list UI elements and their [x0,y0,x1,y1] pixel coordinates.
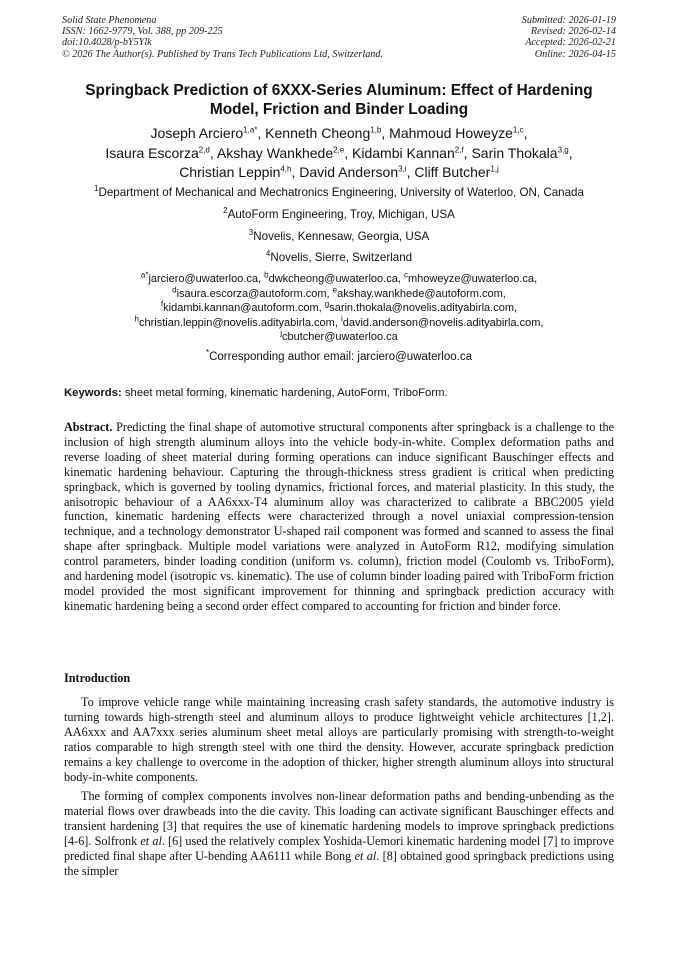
abstract [64,420,614,614]
author-affiliation-sup: 3,i [398,164,407,174]
email-sup: e [332,284,338,294]
author-name: Akshay Wankhede [216,144,334,161]
author-name: Sarin Thokala [471,144,558,161]
affiliation-3 [40,230,638,244]
author-name: Mahmoud Howeyze [389,125,513,141]
email-address[interactable]: jarciero@uwaterloo.ca [148,273,259,285]
email-sup: j [280,328,283,338]
email-line-4: $^h$christian.leppin@novelis.adityabirla.com, $^i$david.anderson@novelis.adityabirla.com, [134,314,544,329]
email-address[interactable]: david.anderson@novelis.adityabirla.com [342,316,541,329]
email-sup: i [340,314,343,324]
affiliation-2 [40,208,638,222]
author-line-1: Joseph Arciero$^{1,a*}$, Kenneth Cheong$^{1,b}$, Mahmoud Howeyze$^{1,c}$, [150,125,528,141]
email-sup: c [403,270,408,280]
author-line-3: Christian Leppin$^{4,h}$, David Anderson$^{3,i}$, Cliff Butcher$^{1,j}$ [179,164,499,180]
journal-name: Solid State Phenomena [62,15,157,26]
author-affiliation-sup: 1,a* [243,125,258,135]
email-address[interactable]: isaura.escorza@autoform.com [176,287,327,300]
author-line-2: Isaura Escorza$^{2,d}$, Akshay Wankhede$^{2,e}$, Kidambi Kannan$^{2,f}$, Sarin Thokala$^{3,g}$, [105,144,573,161]
email-line-2: $^d$isaura.escorza@autoform.com, $^e$akshay.wankhede@autoform.com, [172,284,506,300]
et-al-italic: et al [354,848,377,863]
email-line-1: $^{a*}$jarciero@uwaterloo.ca, $^b$dwkcheong@uwaterloo.ca, $^c$mhoweyze@uwaterloo.ca, [140,270,538,285]
author-emails [40,272,638,345]
abstract-text: Predicting the final shape of automotive structural components after springback is a challenge to the inclusion of high strength aluminum alloys into the vehicle body-in-white. Complex deformation paths and reverse loading of sheet material during forming operations can induce significant Bauschinger effects and kinematic hardening behaviour. Capturing the through-thickness stress gradient is critical when predicting springback, which is governed by tooling dynamics, frictional forces, and material plasticity. In this study, the anisotropic behaviour of a AA6xxx-T4 aluminum alloy was characterized to calibrate a BBC2005 yield function, kinematic hardening effects were characterized through a novel uniaxial compression-tension technique, and a technology demonstrator U-shaped rail component was formed and scanned to assess the final shape after springback. Multiple model variations were analyzed in AutoForm R12, modifying simulation control parameters, binder loading condition (uniform vs. column), friction model (Coulomb vs. TriboForm), and hardening model (isotropic vs. kinematic). The use of column binder loading paired with TriboForm friction model provided the most significant improvement for thinning and springback prediction accuracy with kinematic hardening being a second order effect compared to accounting for friction and binder force. [64,420,614,613]
author-affiliation-sup: 3,g [557,144,569,154]
email-line-3: $^f$kidambi.kannan@autoform.com, $^g$sarin.thokala@novelis.adityabirla.com, [160,299,518,315]
journal-header [62,15,383,60]
section-heading-introduction: Introduction [64,671,131,685]
email-address[interactable]: christian.leppin@novelis.adityabirla.com [138,316,335,329]
intro-paragraph-2-text: . [8] obtained good springback predictions using the simpler [64,848,614,878]
keywords [64,386,448,400]
online-date: Online: 2026-04-15 [534,48,616,60]
et-al-italic: et al [140,833,162,848]
revised-date: Revised: 2026-02-14 [530,26,616,38]
intro-paragraph-1: To improve vehicle range while maintaining increasing crash safety standards, the automotive industry is turning towards high-strength steel and aluminum alloys to produce lightweight vehicle architectures [1,2]. AA6xxx and AA7xxx series aluminum sheet metal alloys are particularly promising with strength-to-weight ratios comparable to high strength steel with one third the density. However, accurate springback prediction remains a key challenge to overcome in the adoption of thicker, higher strength aluminum alloys into structural body-in-white components. [64,695,614,784]
author-affiliation-sup: 2,e [333,144,345,154]
author-name: Christian Leppin [179,164,281,180]
corresponding-author [40,350,638,364]
corresponding-mark: * [205,348,210,358]
affiliation-number: 3 [248,228,254,238]
email-address[interactable]: mhoweyze@uwaterloo.ca [407,273,535,285]
affiliation-text: Novelis, Kennesaw, Georgia, USA [253,230,430,243]
doi[interactable]: doi:10.4028/p-bY5Ylk [62,37,152,49]
author-affiliation-sup: 1,c [512,125,524,135]
abstract-label: Abstract. [64,420,113,434]
copyright-notice: © 2026 The Author(s). Published by Trans Tech Publications Ltd, Switzerland. [62,48,384,60]
title-line-1: Springback Prediction of 6XXX-Series Aluminum: Effect of Hardening [85,82,593,99]
author-affiliation-sup: 1,b [370,125,382,135]
author-name: Joseph Arciero [150,125,244,141]
author-name: David Anderson [299,164,399,180]
email-address[interactable]: akshay.wankhede@autoform.com [337,287,503,300]
title-line-2: Model, Friction and Binder Loading [209,101,469,118]
author-list [40,124,638,183]
author-affiliation-sup: 1,j [490,164,499,174]
author-name: Cliff Butcher [414,164,491,180]
affiliation-1 [40,186,638,200]
email-address[interactable]: cbutcher@uwaterloo.ca [282,331,398,344]
email-sup: d [172,284,177,294]
email-address[interactable]: kidambi.kannan@autoform.com [163,302,319,315]
author-name: Kenneth Cheong [265,125,371,141]
affiliation-text: AutoForm Engineering, Troy, Michigan, USA [227,208,455,221]
affiliation-text: Department of Mechanical and Mechatronics Engineering, University of Waterloo, ON, Canada [98,186,584,199]
corresponding-author-text: Corresponding author email: jarciero@uwaterloo.ca [209,351,472,363]
author-affiliation-sup: 2,f [454,144,464,154]
email-sup: a* [140,270,149,280]
submitted-date: Submitted: 2026-01-19 [521,15,616,26]
email-address[interactable]: dwkcheong@uwaterloo.ca [268,273,398,285]
paper-title [60,81,618,119]
affiliation-text: Novelis, Sierre, Switzerland [270,251,413,264]
affiliation-number: 1 [94,184,99,194]
email-sup: f [160,299,164,309]
author-affiliation-sup: 2,d [198,144,210,154]
accepted-date: Accepted: 2026-02-21 [525,37,616,49]
intro-paragraph-2-text: The forming of complex components involves non-linear deformation paths and bending-unbending as the material flows over drawbeads into the die cavity. This loading can activate significant Bauschinger effects and transient hardening [3] that requires the use of kinematic hardening models to improve springback predictions [4-6]. Solfronk [64,789,614,848]
dates-header [522,15,616,60]
email-address[interactable]: sarin.thokala@novelis.adityabirla.com [329,302,515,315]
author-affiliation-sup: 4,h [280,164,292,174]
intro-paragraph-2-text: . [6] used the relatively complex Yoshida-Uemori kinematic hardening model [7] to improve predicted final shape after U-bending AA6111 while Bong [64,833,614,863]
keywords-text: sheet metal forming, kinematic hardening, AutoForm, TriboForm. [121,387,448,399]
issn-volume-pages: ISSN: 1662-9779, Vol. 388, pp 209-225 [62,26,223,38]
email-sup: b [264,270,269,280]
affiliation-4 [40,251,638,265]
author-name: Isaura Escorza [105,144,199,161]
email-line-5 [40,330,638,345]
email-sup: g [324,299,330,309]
intro-paragraph-2 [64,789,614,878]
author-name: Kidambi Kannan [352,144,455,161]
email-sup: h [134,314,139,324]
affiliation-number: 4 [265,249,271,259]
affiliation-number: 2 [223,206,228,216]
keywords-label: Keywords: [64,387,122,399]
